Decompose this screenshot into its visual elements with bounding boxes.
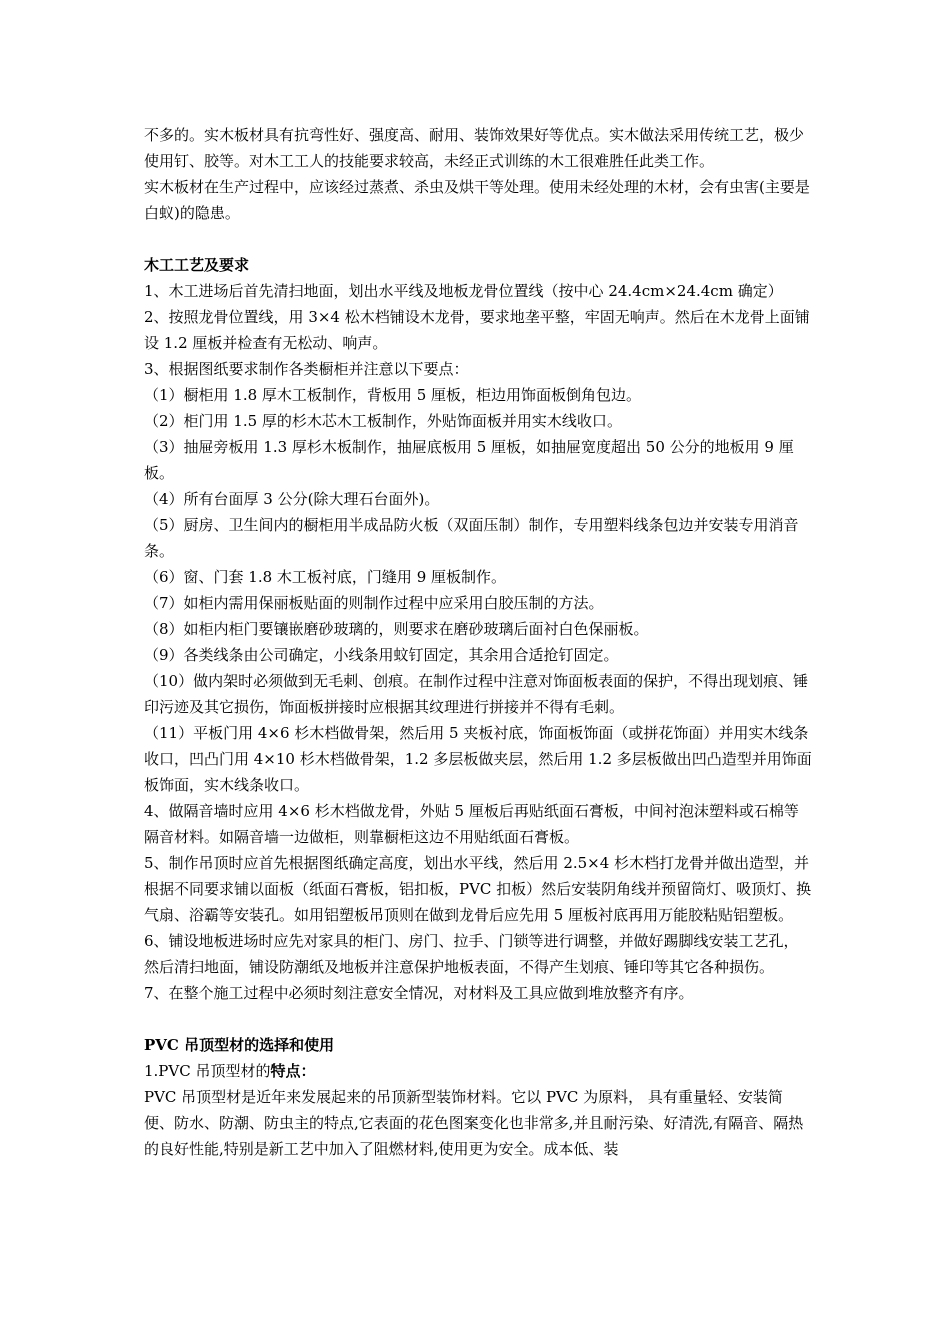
document-page	[144, 122, 812, 1162]
section-heading-carpentry: 木工工艺及要求	[144, 256, 250, 274]
carpentry-subitem-1: （1）橱柜用 1.8 厚木工板制作，背板用 5 厘板，柜边用饰面板倒角包边。	[144, 386, 642, 404]
carpentry-item-3: 3、根据图纸要求制作各类橱柜并注意以下要点：	[144, 360, 469, 378]
pvc-subheading	[144, 1058, 812, 1084]
spacer	[144, 226, 812, 252]
carpentry-item-2: 2、按照龙骨位置线，用 3×4 松木档铺设木龙骨，要求地垄平整，牢固无响声。然后在木龙骨上面铺设 1.2 厘板并检查有无松动、响声。	[144, 308, 810, 352]
carpentry-subitem-3: （3）抽屉旁板用 1.3 厚杉木板制作，抽屉底板用 5 厘板，如抽屉宽度超出 50 公分的地板用 9 厘板。	[144, 438, 794, 482]
carpentry-subitem-6: （6）窗、门套 1.8 木工板衬底，门缝用 9 厘板制作。	[144, 568, 507, 586]
carpentry-subitem-9: （9）各类线条由公司确定，小线条用蚊钉固定，其余用合适抢钉固定。	[144, 646, 619, 664]
carpentry-item-7: 7、在整个施工过程中必须时刻注意安全情况，对材料及工具应做到堆放整齐有序。	[144, 984, 694, 1002]
intro-paragraph-2: 实木板材在生产过程中，应该经过蒸煮、杀虫及烘干等处理。使用未经处理的木材，会有虫害(主要是白蚁)的隐患。	[144, 178, 810, 222]
carpentry-item-5: 5、制作吊顶时应首先根据图纸确定高度，划出水平线，然后用 2.5×4 杉木档打龙骨并做出造型，并根据不同要求铺以面板（纸面石膏板，铝扣板，PVC 扣板）然后安装阴角线并预留筒灯、吸顶灯、换气扇、浴霸等安装孔。如用铝塑板吊顶则在做到龙骨后应先用 5 厘板衬底再用万能胶粘贴铝塑板。	[144, 854, 812, 924]
carpentry-subitem-10: （10）做内架时必须做到无毛刺、创痕。在制作过程中注意对饰面板表面的保护，不得出现划痕、锤印污迹及其它损伤，饰面板拼接时应根据其纹理进行拼接并不得有毛刺。	[144, 672, 809, 716]
spacer	[144, 1006, 812, 1032]
carpentry-subitem-11: （11）平板门用 4×6 杉木档做骨架，然后用 5 夹板衬底，饰面板饰面（或拼花饰面）并用实木线条收口，凹凸门用 4×10 杉木档做骨架，1.2 多层板做夹层，然后用 1.2 多层板做出凹凸造型并用饰面板饰面，实木线条收口。	[144, 724, 812, 794]
carpentry-subitem-4: （4）所有台面厚 3 公分(除大理石台面外)。	[144, 490, 440, 508]
carpentry-item-1: 1、木工进场后首先清扫地面，划出水平线及地板龙骨位置线（按中心 24.4cm×24.4cm 确定）	[144, 282, 783, 300]
carpentry-subitem-5: （5）厨房、卫生间内的橱柜用半成品防火板（双面压制）制作，专用塑料线条包边并安装专用消音条。	[144, 516, 799, 560]
carpentry-item-6: 6、铺设地板进场时应先对家具的柜门、房门、拉手、门锁等进行调整，并做好踢脚线安装工艺孔，然后清扫地面，铺设防潮纸及地板并注意保护地板表面，不得产生划痕、锤印等其它各种损伤。	[144, 932, 799, 976]
section-heading-pvc: PVC 吊顶型材的选择和使用	[144, 1036, 335, 1054]
intro-paragraph-1: 不多的。实木板材具有抗弯性好、强度高、耐用、装饰效果好等优点。实木做法采用传统工艺，极少使用钉、胶等。对木工工人的技能要求较高，未经正式训练的木工很难胜任此类工作。	[144, 126, 805, 170]
carpentry-item-4: 4、做隔音墙时应用 4×6 杉木档做龙骨，外贴 5 厘板后再贴纸面石膏板，中间衬泡沫塑料或石棉等隔音材料。如隔音墙一边做柜，则靠橱柜这边不用贴纸面石膏板。	[144, 802, 799, 846]
pvc-subheading-prefix: 1.PVC 吊顶型材的	[144, 1062, 271, 1080]
carpentry-subitem-8: （8）如柜内柜门要镶嵌磨砂玻璃的，则要求在磨砂玻璃后面衬白色保丽板。	[144, 620, 649, 638]
carpentry-subitem-2: （2）柜门用 1.5 厚的杉木芯木工板制作，外贴饰面板并用实木线收口。	[144, 412, 622, 430]
pvc-body-paragraph: PVC 吊顶型材是近年来发展起来的吊顶新型装饰材料。它以 PVC 为原料， 具有重量轻、安装简便、防水、防潮、防虫主的特点,它表面的花色图案变化也非常多,并且耐污染、好清洗,有隔音、隔热的良好性能,特别是新工艺中加入了阻燃材料,使用更为安全。成本低、装	[144, 1088, 804, 1158]
carpentry-subitem-7: （7）如柜内需用保丽板贴面的则制作过程中应采用白胶压制的方法。	[144, 594, 604, 612]
pvc-subheading-bold: 特点：	[270, 1062, 316, 1080]
